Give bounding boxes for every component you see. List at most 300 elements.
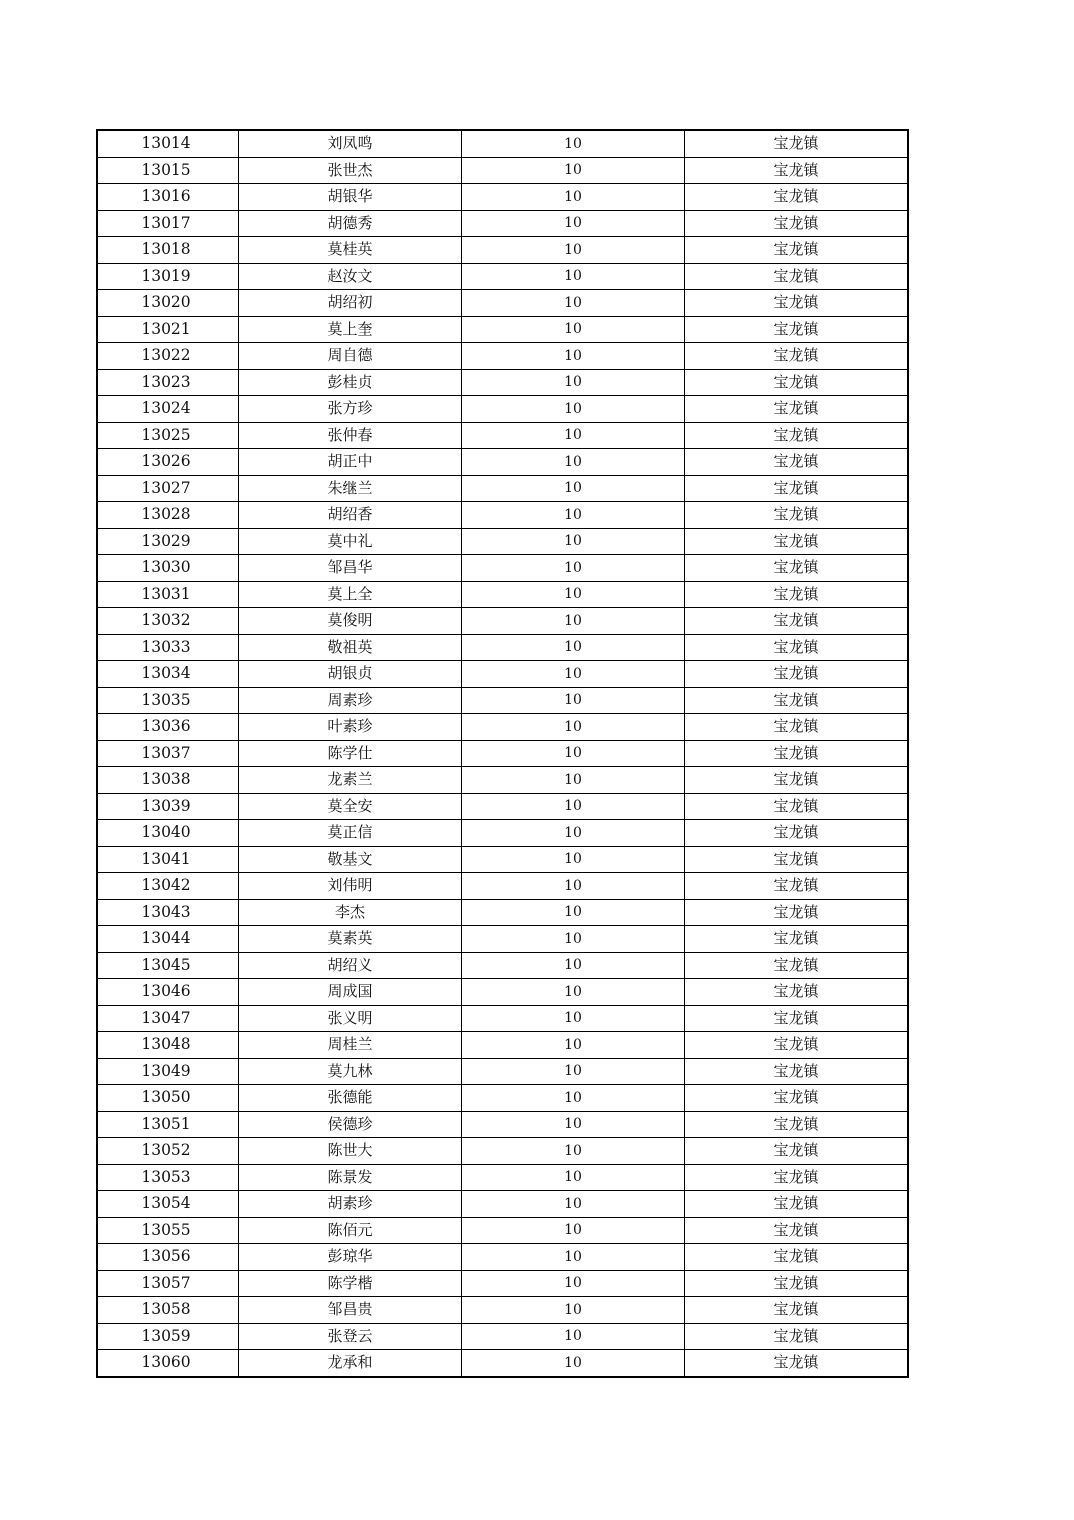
cell-id-text: 13034 <box>141 664 191 682</box>
cell-amount <box>462 793 685 820</box>
cell-name <box>239 422 462 449</box>
cell-id <box>97 1244 239 1271</box>
cell-id <box>97 475 239 502</box>
cell-town-text: 宝龙镇 <box>773 690 819 709</box>
cell-id <box>97 873 239 900</box>
cell-town-text: 宝龙镇 <box>773 1035 819 1054</box>
cell-name <box>239 926 462 953</box>
cell-amount <box>462 1058 685 1085</box>
cell-town <box>685 1350 909 1377</box>
cell-name <box>239 820 462 847</box>
cell-name <box>239 1058 462 1085</box>
cell-town-text: 宝龙镇 <box>773 452 819 471</box>
cell-town <box>685 1217 909 1244</box>
cell-town-text: 宝龙镇 <box>773 1008 819 1027</box>
cell-id <box>97 608 239 635</box>
cell-id-text: 13018 <box>141 240 191 258</box>
table-row <box>97 263 908 290</box>
cell-name-text: 莫全安 <box>327 796 373 815</box>
cell-name <box>239 1085 462 1112</box>
cell-name-text: 胡绍初 <box>327 293 373 312</box>
cell-id <box>97 1032 239 1059</box>
cell-id <box>97 820 239 847</box>
cell-town <box>685 820 909 847</box>
table-row <box>97 184 908 211</box>
cell-name-text: 张登云 <box>327 1326 373 1345</box>
cell-id <box>97 343 239 370</box>
cell-name <box>239 343 462 370</box>
table-row <box>97 1005 908 1032</box>
cell-amount-text: 10 <box>564 347 582 364</box>
cell-name-text: 周桂兰 <box>327 1035 373 1054</box>
cell-town-text: 宝龙镇 <box>773 346 819 365</box>
cell-id-text: 13029 <box>141 531 191 550</box>
cell-name <box>239 528 462 555</box>
cell-name-text: 刘伟明 <box>327 876 373 895</box>
table-row <box>97 1191 908 1218</box>
cell-town-text: 宝龙镇 <box>773 293 819 312</box>
table-row <box>97 343 908 370</box>
cell-town <box>685 237 909 264</box>
cell-amount-text: 10 <box>564 135 582 152</box>
cell-town-text: 宝龙镇 <box>773 213 819 232</box>
cell-amount <box>462 130 685 157</box>
cell-id <box>97 316 239 343</box>
cell-town-text: 宝龙镇 <box>773 849 819 868</box>
cell-town-text: 宝龙镇 <box>773 1141 819 1160</box>
cell-amount-text: 10 <box>564 453 582 470</box>
cell-name-text: 张仲春 <box>327 425 373 444</box>
cell-name-text: 朱继兰 <box>327 478 373 497</box>
cell-name-text: 侯德珍 <box>327 1114 373 1133</box>
cell-id <box>97 210 239 237</box>
cell-amount-text: 10 <box>564 215 582 232</box>
cell-town <box>685 1005 909 1032</box>
cell-name <box>239 184 462 211</box>
cell-id <box>97 661 239 688</box>
cell-town-text: 宝龙镇 <box>773 929 819 948</box>
cell-name-text: 周自德 <box>327 346 373 365</box>
cell-amount <box>462 502 685 529</box>
table-row <box>97 952 908 979</box>
cell-town-text: 宝龙镇 <box>773 1114 819 1133</box>
table-row <box>97 740 908 767</box>
cell-town-text: 宝龙镇 <box>773 902 819 921</box>
cell-name <box>239 581 462 608</box>
cell-town <box>685 1323 909 1350</box>
table-row <box>97 157 908 184</box>
cell-name <box>239 1323 462 1350</box>
cell-town-text: 宝龙镇 <box>773 876 819 895</box>
cell-town-text: 宝龙镇 <box>773 743 819 762</box>
cell-name <box>239 1138 462 1165</box>
cell-amount-text: 10 <box>564 957 582 974</box>
cell-id <box>97 846 239 873</box>
cell-name-text: 叶素珍 <box>327 717 373 736</box>
cell-town-text: 宝龙镇 <box>773 478 819 497</box>
cell-name <box>239 1244 462 1271</box>
cell-amount-text: 10 <box>564 427 582 444</box>
cell-amount-text: 10 <box>564 241 582 258</box>
table-row <box>97 687 908 714</box>
cell-name <box>239 290 462 317</box>
cell-town <box>685 422 909 449</box>
cell-amount-text: 10 <box>564 533 582 550</box>
cell-id-text: 13014 <box>141 134 191 152</box>
cell-town <box>685 661 909 688</box>
cell-amount-text: 10 <box>564 1328 582 1345</box>
cell-amount <box>462 184 685 211</box>
cell-id-text: 13044 <box>141 929 191 947</box>
cell-amount <box>462 1138 685 1165</box>
cell-name <box>239 157 462 184</box>
cell-town-text: 宝龙镇 <box>773 187 819 206</box>
cell-name-text: 敬基文 <box>327 849 373 868</box>
cell-amount-text: 10 <box>564 665 582 682</box>
cell-amount <box>462 449 685 476</box>
cell-id-text: 13046 <box>141 982 191 1000</box>
cell-name-text: 莫上全 <box>327 584 373 603</box>
cell-name <box>239 1297 462 1324</box>
table-row <box>97 767 908 794</box>
cell-amount-text: 10 <box>564 824 582 841</box>
cell-amount-text: 10 <box>564 1142 582 1159</box>
cell-id <box>97 1164 239 1191</box>
cell-name-text: 莫九林 <box>327 1061 373 1080</box>
cell-name <box>239 1350 462 1377</box>
table-row <box>97 396 908 423</box>
cell-town-text: 宝龙镇 <box>773 1300 819 1319</box>
cell-name <box>239 1005 462 1032</box>
cell-name <box>239 661 462 688</box>
table-row <box>97 581 908 608</box>
cell-town <box>685 767 909 794</box>
cell-name <box>239 1270 462 1297</box>
table-row <box>97 475 908 502</box>
cell-town-text: 宝龙镇 <box>773 266 819 285</box>
cell-town-text: 宝龙镇 <box>773 1088 819 1107</box>
cell-amount <box>462 316 685 343</box>
cell-amount <box>462 343 685 370</box>
cell-amount-text: 10 <box>564 374 582 391</box>
table-row <box>97 873 908 900</box>
table-row <box>97 634 908 661</box>
cell-amount-text: 10 <box>564 1195 582 1212</box>
cell-amount <box>462 608 685 635</box>
cell-name-text: 赵汝文 <box>327 266 373 285</box>
cell-town <box>685 396 909 423</box>
cell-town <box>685 926 909 953</box>
cell-name-text: 龙素兰 <box>327 770 373 789</box>
cell-id-text: 13033 <box>141 637 191 656</box>
cell-amount-text: 10 <box>564 1354 582 1371</box>
cell-amount-text: 10 <box>564 586 582 603</box>
table-row <box>97 1270 908 1297</box>
cell-id-text: 13026 <box>141 452 191 470</box>
cell-id <box>97 184 239 211</box>
table-row <box>97 820 908 847</box>
cell-town <box>685 899 909 926</box>
cell-id-text: 13035 <box>141 690 191 709</box>
cell-amount-text: 10 <box>564 639 582 656</box>
cell-id-text: 13054 <box>141 1194 191 1212</box>
table-row <box>97 1244 908 1271</box>
cell-name <box>239 899 462 926</box>
cell-name-text: 彭桂贞 <box>327 372 373 391</box>
cell-name <box>239 634 462 661</box>
table-row <box>97 608 908 635</box>
cell-amount-text: 10 <box>564 1116 582 1133</box>
cell-town <box>685 687 909 714</box>
cell-town <box>685 1244 909 1271</box>
cell-id <box>97 979 239 1006</box>
table-body <box>97 130 908 1377</box>
cell-name <box>239 873 462 900</box>
cell-id <box>97 502 239 529</box>
cell-id <box>97 290 239 317</box>
cell-amount <box>462 1085 685 1112</box>
cell-name <box>239 1217 462 1244</box>
table-row <box>97 1350 908 1377</box>
cell-name-text: 莫中礼 <box>327 531 373 550</box>
cell-amount-text: 10 <box>564 1248 582 1265</box>
cell-id-text: 13057 <box>141 1273 191 1292</box>
cell-amount-text: 10 <box>564 294 582 311</box>
cell-amount-text: 10 <box>564 1169 582 1186</box>
cell-town-text: 宝龙镇 <box>773 1194 819 1213</box>
cell-amount-text: 10 <box>564 480 582 497</box>
cell-id <box>97 396 239 423</box>
table-row <box>97 899 908 926</box>
table-row <box>97 1297 908 1324</box>
cell-town <box>685 979 909 1006</box>
cell-amount-text: 10 <box>564 718 582 735</box>
cell-town-text: 宝龙镇 <box>773 982 819 1001</box>
cell-amount <box>462 979 685 1006</box>
cell-town <box>685 290 909 317</box>
cell-id-text: 13022 <box>141 346 191 364</box>
cell-id <box>97 634 239 661</box>
table-row <box>97 210 908 237</box>
cell-id-text: 13047 <box>141 1008 191 1027</box>
cell-name-text: 刘凤鸣 <box>327 134 373 153</box>
cell-id-text: 13021 <box>141 319 191 338</box>
cell-amount <box>462 846 685 873</box>
cell-id <box>97 263 239 290</box>
cell-town <box>685 793 909 820</box>
cell-town-text: 宝龙镇 <box>773 372 819 391</box>
cell-amount-text: 10 <box>564 904 582 921</box>
cell-town-text: 宝龙镇 <box>773 823 819 842</box>
cell-id-text: 13019 <box>141 266 191 285</box>
cell-town <box>685 1085 909 1112</box>
cell-name <box>239 396 462 423</box>
table-row <box>97 316 908 343</box>
cell-town <box>685 210 909 237</box>
cell-name-text: 周素珍 <box>327 690 373 709</box>
cell-id-text: 13052 <box>141 1141 191 1159</box>
cell-town-text: 宝龙镇 <box>773 1220 819 1239</box>
cell-name <box>239 210 462 237</box>
cell-amount-text: 10 <box>564 321 582 338</box>
cell-id-text: 13043 <box>141 902 191 921</box>
cell-name-text: 莫桂英 <box>327 240 373 259</box>
data-table <box>96 129 909 1378</box>
cell-amount <box>462 1191 685 1218</box>
cell-amount-text: 10 <box>564 1222 582 1239</box>
cell-town <box>685 502 909 529</box>
cell-name <box>239 1164 462 1191</box>
table-row <box>97 130 908 157</box>
cell-name-text: 陈世大 <box>327 1141 373 1160</box>
cell-id-text: 13027 <box>141 478 191 497</box>
cell-name-text: 李杰 <box>334 902 365 921</box>
cell-name <box>239 502 462 529</box>
cell-name-text: 陈学楷 <box>327 1273 373 1292</box>
cell-town-text: 宝龙镇 <box>773 955 819 974</box>
cell-id-text: 13039 <box>141 796 191 815</box>
cell-name-text: 莫正信 <box>327 823 373 842</box>
cell-id-text: 13028 <box>141 505 191 523</box>
cell-name-text: 邹昌华 <box>327 558 373 577</box>
cell-name-text: 胡绍香 <box>327 505 373 524</box>
table-row <box>97 528 908 555</box>
cell-amount <box>462 1270 685 1297</box>
cell-id <box>97 130 239 157</box>
table-row <box>97 1085 908 1112</box>
cell-name <box>239 687 462 714</box>
cell-town <box>685 1270 909 1297</box>
cell-amount-text: 10 <box>564 612 582 629</box>
cell-id-text: 13056 <box>141 1247 191 1265</box>
cell-town <box>685 184 909 211</box>
cell-amount <box>462 1297 685 1324</box>
cell-town <box>685 714 909 741</box>
table-row <box>97 1164 908 1191</box>
cell-id-text: 13036 <box>141 717 191 735</box>
cell-id <box>97 237 239 264</box>
table-row <box>97 1138 908 1165</box>
cell-name <box>239 767 462 794</box>
cell-id <box>97 899 239 926</box>
cell-amount <box>462 157 685 184</box>
cell-id <box>97 1138 239 1165</box>
table-row <box>97 1032 908 1059</box>
table-row <box>97 290 908 317</box>
cell-id <box>97 555 239 582</box>
cell-name-text: 胡正中 <box>327 452 373 471</box>
cell-amount <box>462 555 685 582</box>
cell-id-text: 13050 <box>141 1088 191 1106</box>
cell-amount-text: 10 <box>564 771 582 788</box>
cell-amount <box>462 369 685 396</box>
cell-name-text: 胡素珍 <box>327 1194 373 1213</box>
cell-id <box>97 714 239 741</box>
cell-amount-text: 10 <box>564 930 582 947</box>
cell-town-text: 宝龙镇 <box>773 319 819 338</box>
cell-name <box>239 793 462 820</box>
cell-id-text: 13030 <box>141 558 191 576</box>
cell-amount-text: 10 <box>564 1089 582 1106</box>
cell-id <box>97 1270 239 1297</box>
cell-town <box>685 740 909 767</box>
cell-amount <box>462 1217 685 1244</box>
cell-town-text: 宝龙镇 <box>773 1167 819 1186</box>
cell-id <box>97 1111 239 1138</box>
cell-amount-text: 10 <box>564 268 582 285</box>
cell-town <box>685 1164 909 1191</box>
cell-town <box>685 475 909 502</box>
cell-amount <box>462 1164 685 1191</box>
cell-town-text: 宝龙镇 <box>773 505 819 524</box>
cell-name <box>239 846 462 873</box>
cell-name <box>239 449 462 476</box>
cell-id <box>97 1085 239 1112</box>
cell-name-text: 周成国 <box>327 982 373 1001</box>
cell-id-text: 13017 <box>141 213 191 232</box>
cell-town-text: 宝龙镇 <box>773 637 819 656</box>
cell-id <box>97 952 239 979</box>
cell-name <box>239 316 462 343</box>
cell-amount-text: 10 <box>564 1275 582 1292</box>
cell-amount <box>462 528 685 555</box>
table-row <box>97 661 908 688</box>
cell-town <box>685 1191 909 1218</box>
cell-name-text: 邹昌贵 <box>327 1300 373 1319</box>
cell-name-text: 陈佰元 <box>327 1220 373 1239</box>
cell-id <box>97 1350 239 1377</box>
cell-town <box>685 581 909 608</box>
cell-id-text: 13060 <box>141 1353 191 1371</box>
cell-id <box>97 793 239 820</box>
cell-id <box>97 767 239 794</box>
cell-id <box>97 449 239 476</box>
table-row <box>97 1217 908 1244</box>
cell-town <box>685 157 909 184</box>
cell-town-text: 宝龙镇 <box>773 160 819 179</box>
cell-amount <box>462 767 685 794</box>
cell-name <box>239 1191 462 1218</box>
cell-name-text: 张方珍 <box>327 399 373 418</box>
cell-town <box>685 130 909 157</box>
cell-id-text: 13053 <box>141 1167 191 1186</box>
cell-town-text: 宝龙镇 <box>773 611 819 630</box>
cell-name-text: 胡银贞 <box>327 664 373 683</box>
cell-town <box>685 449 909 476</box>
cell-name-text: 胡银华 <box>327 187 373 206</box>
cell-name-text: 陈景发 <box>327 1167 373 1186</box>
cell-amount <box>462 873 685 900</box>
cell-town <box>685 555 909 582</box>
cell-town-text: 宝龙镇 <box>773 584 819 603</box>
cell-name-text: 彭琼华 <box>327 1247 373 1266</box>
cell-amount-text: 10 <box>564 983 582 1000</box>
table-row <box>97 979 908 1006</box>
cell-amount-text: 10 <box>564 1063 582 1080</box>
cell-name <box>239 714 462 741</box>
cell-id-text: 13048 <box>141 1035 191 1053</box>
cell-town-text: 宝龙镇 <box>773 531 819 550</box>
cell-amount-text: 10 <box>564 506 582 523</box>
cell-amount <box>462 1111 685 1138</box>
cell-town <box>685 528 909 555</box>
cell-id-text: 13038 <box>141 770 191 788</box>
cell-id-text: 13040 <box>141 823 191 841</box>
table-row <box>97 502 908 529</box>
cell-name <box>239 130 462 157</box>
cell-name-text: 陈学仕 <box>327 743 373 762</box>
cell-amount-text: 10 <box>564 400 582 417</box>
